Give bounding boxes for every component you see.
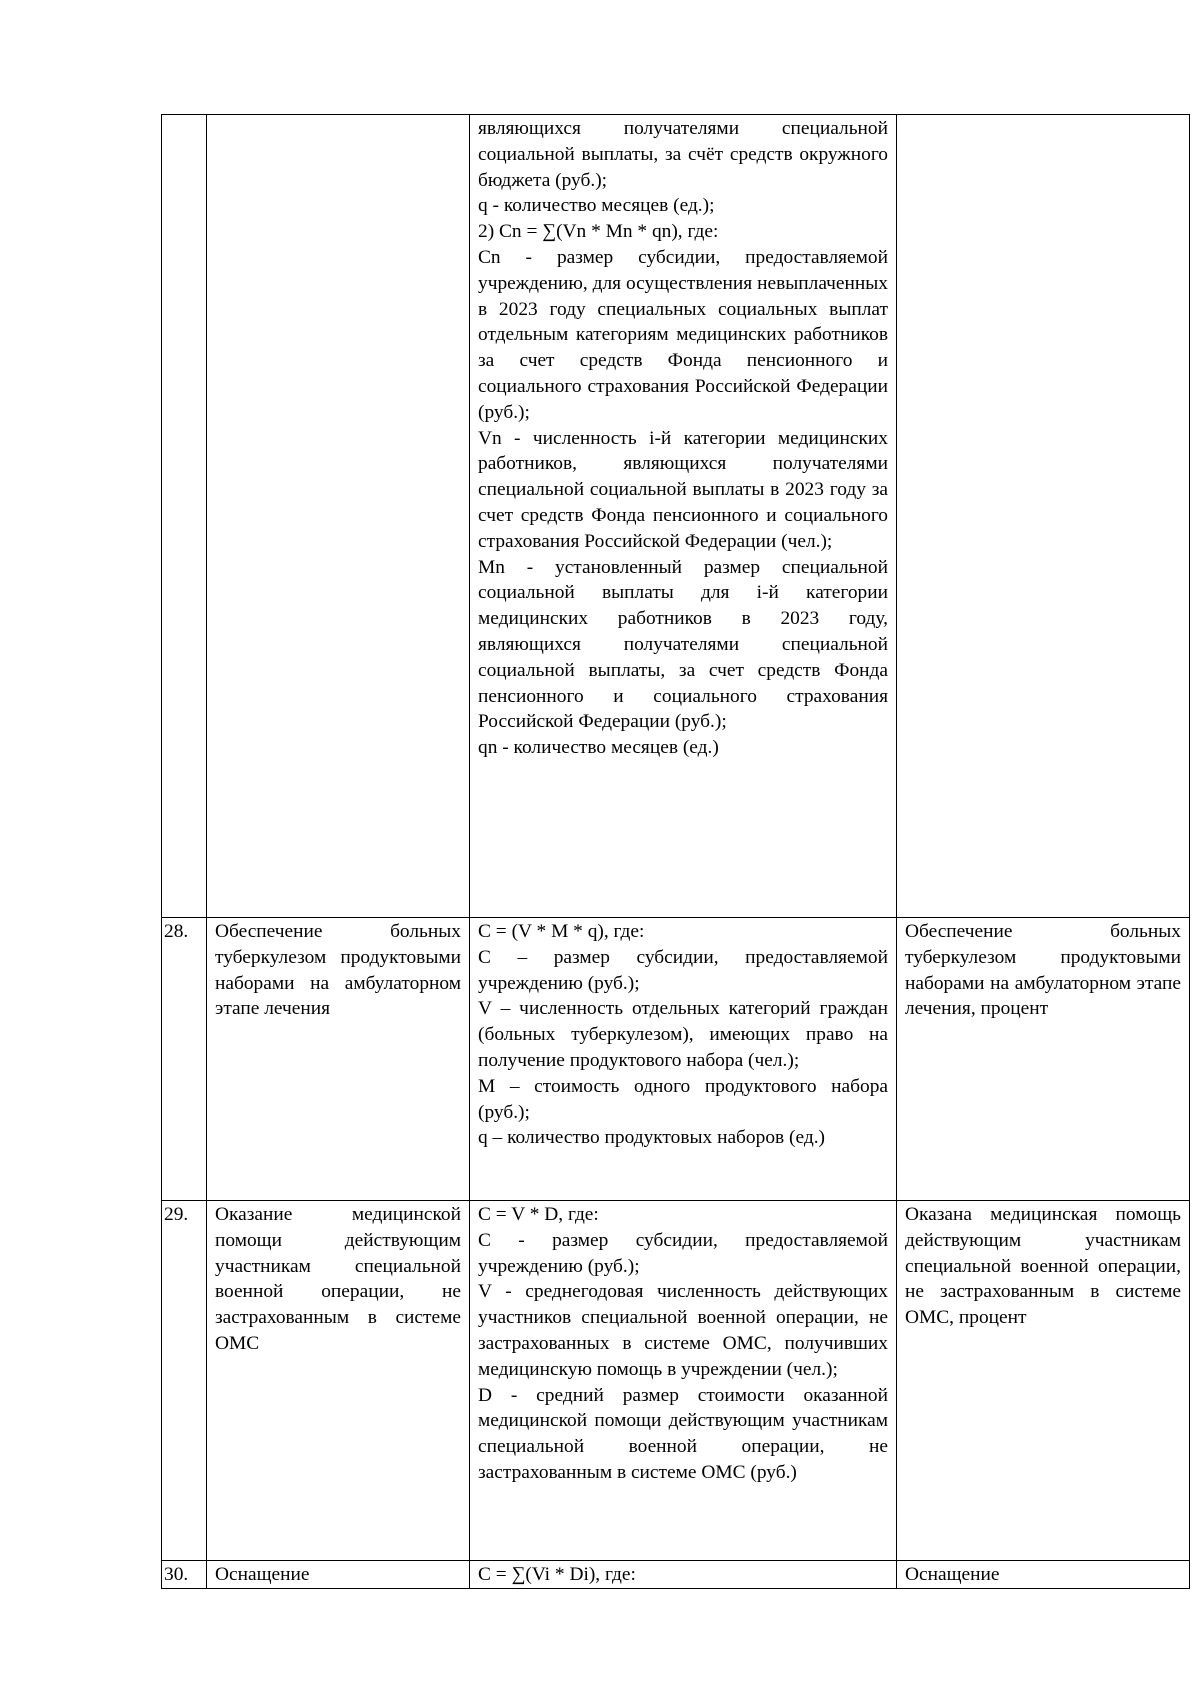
table-row bbox=[162, 1561, 1190, 1589]
formula-cell bbox=[470, 918, 897, 1201]
formula-line: V - среднегодовая численность действующих участников специальной военной операции, не застрахованных в системе ОМС, получивших медицинскую помощь в учреждении (чел.); bbox=[478, 1281, 888, 1380]
formula-line: являющихся получателями специальной социальной выплаты, за счёт средств окружного бюджета (руб.); bbox=[478, 118, 888, 191]
row-number-cell bbox=[162, 115, 207, 918]
formula-line: C = (V * M * q), где: bbox=[478, 921, 645, 942]
table-row bbox=[162, 918, 1190, 1201]
formula-line: 2) Cn = ∑(Vn * Mn * qn), где: bbox=[478, 221, 719, 243]
indicator-cell bbox=[897, 1201, 1190, 1561]
indicator-cell bbox=[897, 115, 1190, 918]
formula-line: M – стоимость одного продуктового набора (руб.); bbox=[478, 1075, 888, 1123]
formula-line: C – размер субсидии, предоставляемой учреждению (руб.); bbox=[478, 946, 888, 994]
formula-line: q - количество месяцев (ед.); bbox=[478, 195, 715, 217]
formula-line: Mn - установленный размер специальной социальной выплаты для i-й категории медицинских работников в 2023 году, являющихся получателями специальной социальной выплаты, за счет средств Фонда пенсионного и социального страхования Российской Федерации (руб.); bbox=[478, 556, 888, 733]
formula-cell bbox=[470, 115, 897, 918]
formula-cell bbox=[470, 1561, 897, 1589]
document-table bbox=[161, 114, 1190, 1589]
table-row bbox=[162, 115, 1190, 918]
event-name: Обеспечение больных туберкулезом продуктовыми наборами на амбулаторном этапе лечения bbox=[215, 921, 461, 1020]
event-name-cell bbox=[207, 918, 470, 1201]
indicator-text: Обеспечение больных туберкулезом продуктовыми наборами на амбулаторном этапе лечения, процент bbox=[905, 921, 1181, 1020]
row-number-cell bbox=[162, 1561, 207, 1589]
event-name-cell bbox=[207, 1201, 470, 1561]
event-name: Оказание медицинской помощи действующим участникам специальной военной операции, не застрахованным в системе ОМС bbox=[215, 1204, 461, 1354]
row-number: 29. bbox=[164, 1204, 189, 1225]
row-number-cell bbox=[162, 918, 207, 1201]
formula-line: q – количество продуктовых наборов (ед.) bbox=[478, 1127, 825, 1149]
formula-line: V – численность отдельных категорий граждан (больных туберкулезом), имеющих право на получение продуктового набора (чел.); bbox=[478, 998, 888, 1071]
row-number: 30. bbox=[164, 1564, 189, 1585]
indicator-text: Оказана медицинская помощь действующим участникам специальной военной операции, не застрахованным в системе ОМС, процент bbox=[905, 1204, 1181, 1329]
event-name: Оснащение bbox=[215, 1564, 310, 1585]
formula-line: C = ∑(Vi * Di), где: bbox=[478, 1564, 636, 1585]
row-number-cell bbox=[162, 1201, 207, 1561]
indicator-cell bbox=[897, 1561, 1190, 1589]
row-number: 28. bbox=[164, 921, 189, 942]
event-name-cell bbox=[207, 115, 470, 918]
table-row bbox=[162, 1201, 1190, 1561]
formula-line: D - средний размер стоимости оказанной медицинской помощи действующим участникам специальной военной операции, не застрахованным в системе ОМС (руб.) bbox=[478, 1384, 888, 1483]
formula-line: qn - количество месяцев (ед.) bbox=[478, 737, 719, 759]
formula-line: Cn - размер субсидии, предоставляемой учреждению, для осуществления невыплаченных в 2023 году специальных социальных выплат отдельным категориям медицинских работников за счет средств Фонда пенсионного и социального страхования Российской Федерации (руб.); bbox=[478, 246, 888, 423]
indicator-text: Оснащение bbox=[905, 1564, 1000, 1585]
formula-line: C - размер субсидии, предоставляемой учреждению (руб.); bbox=[478, 1229, 888, 1277]
event-name-cell bbox=[207, 1561, 470, 1589]
formula-line: C = V * D, где: bbox=[478, 1204, 599, 1225]
indicator-cell bbox=[897, 918, 1190, 1201]
formula-line: Vn - численность i-й категории медицинских работников, являющихся получателями специальной социальной выплаты в 2023 году за счет средств Фонда пенсионного и социального страхования Российской Федерации (чел.); bbox=[478, 427, 888, 552]
formula-cell bbox=[470, 1201, 897, 1561]
